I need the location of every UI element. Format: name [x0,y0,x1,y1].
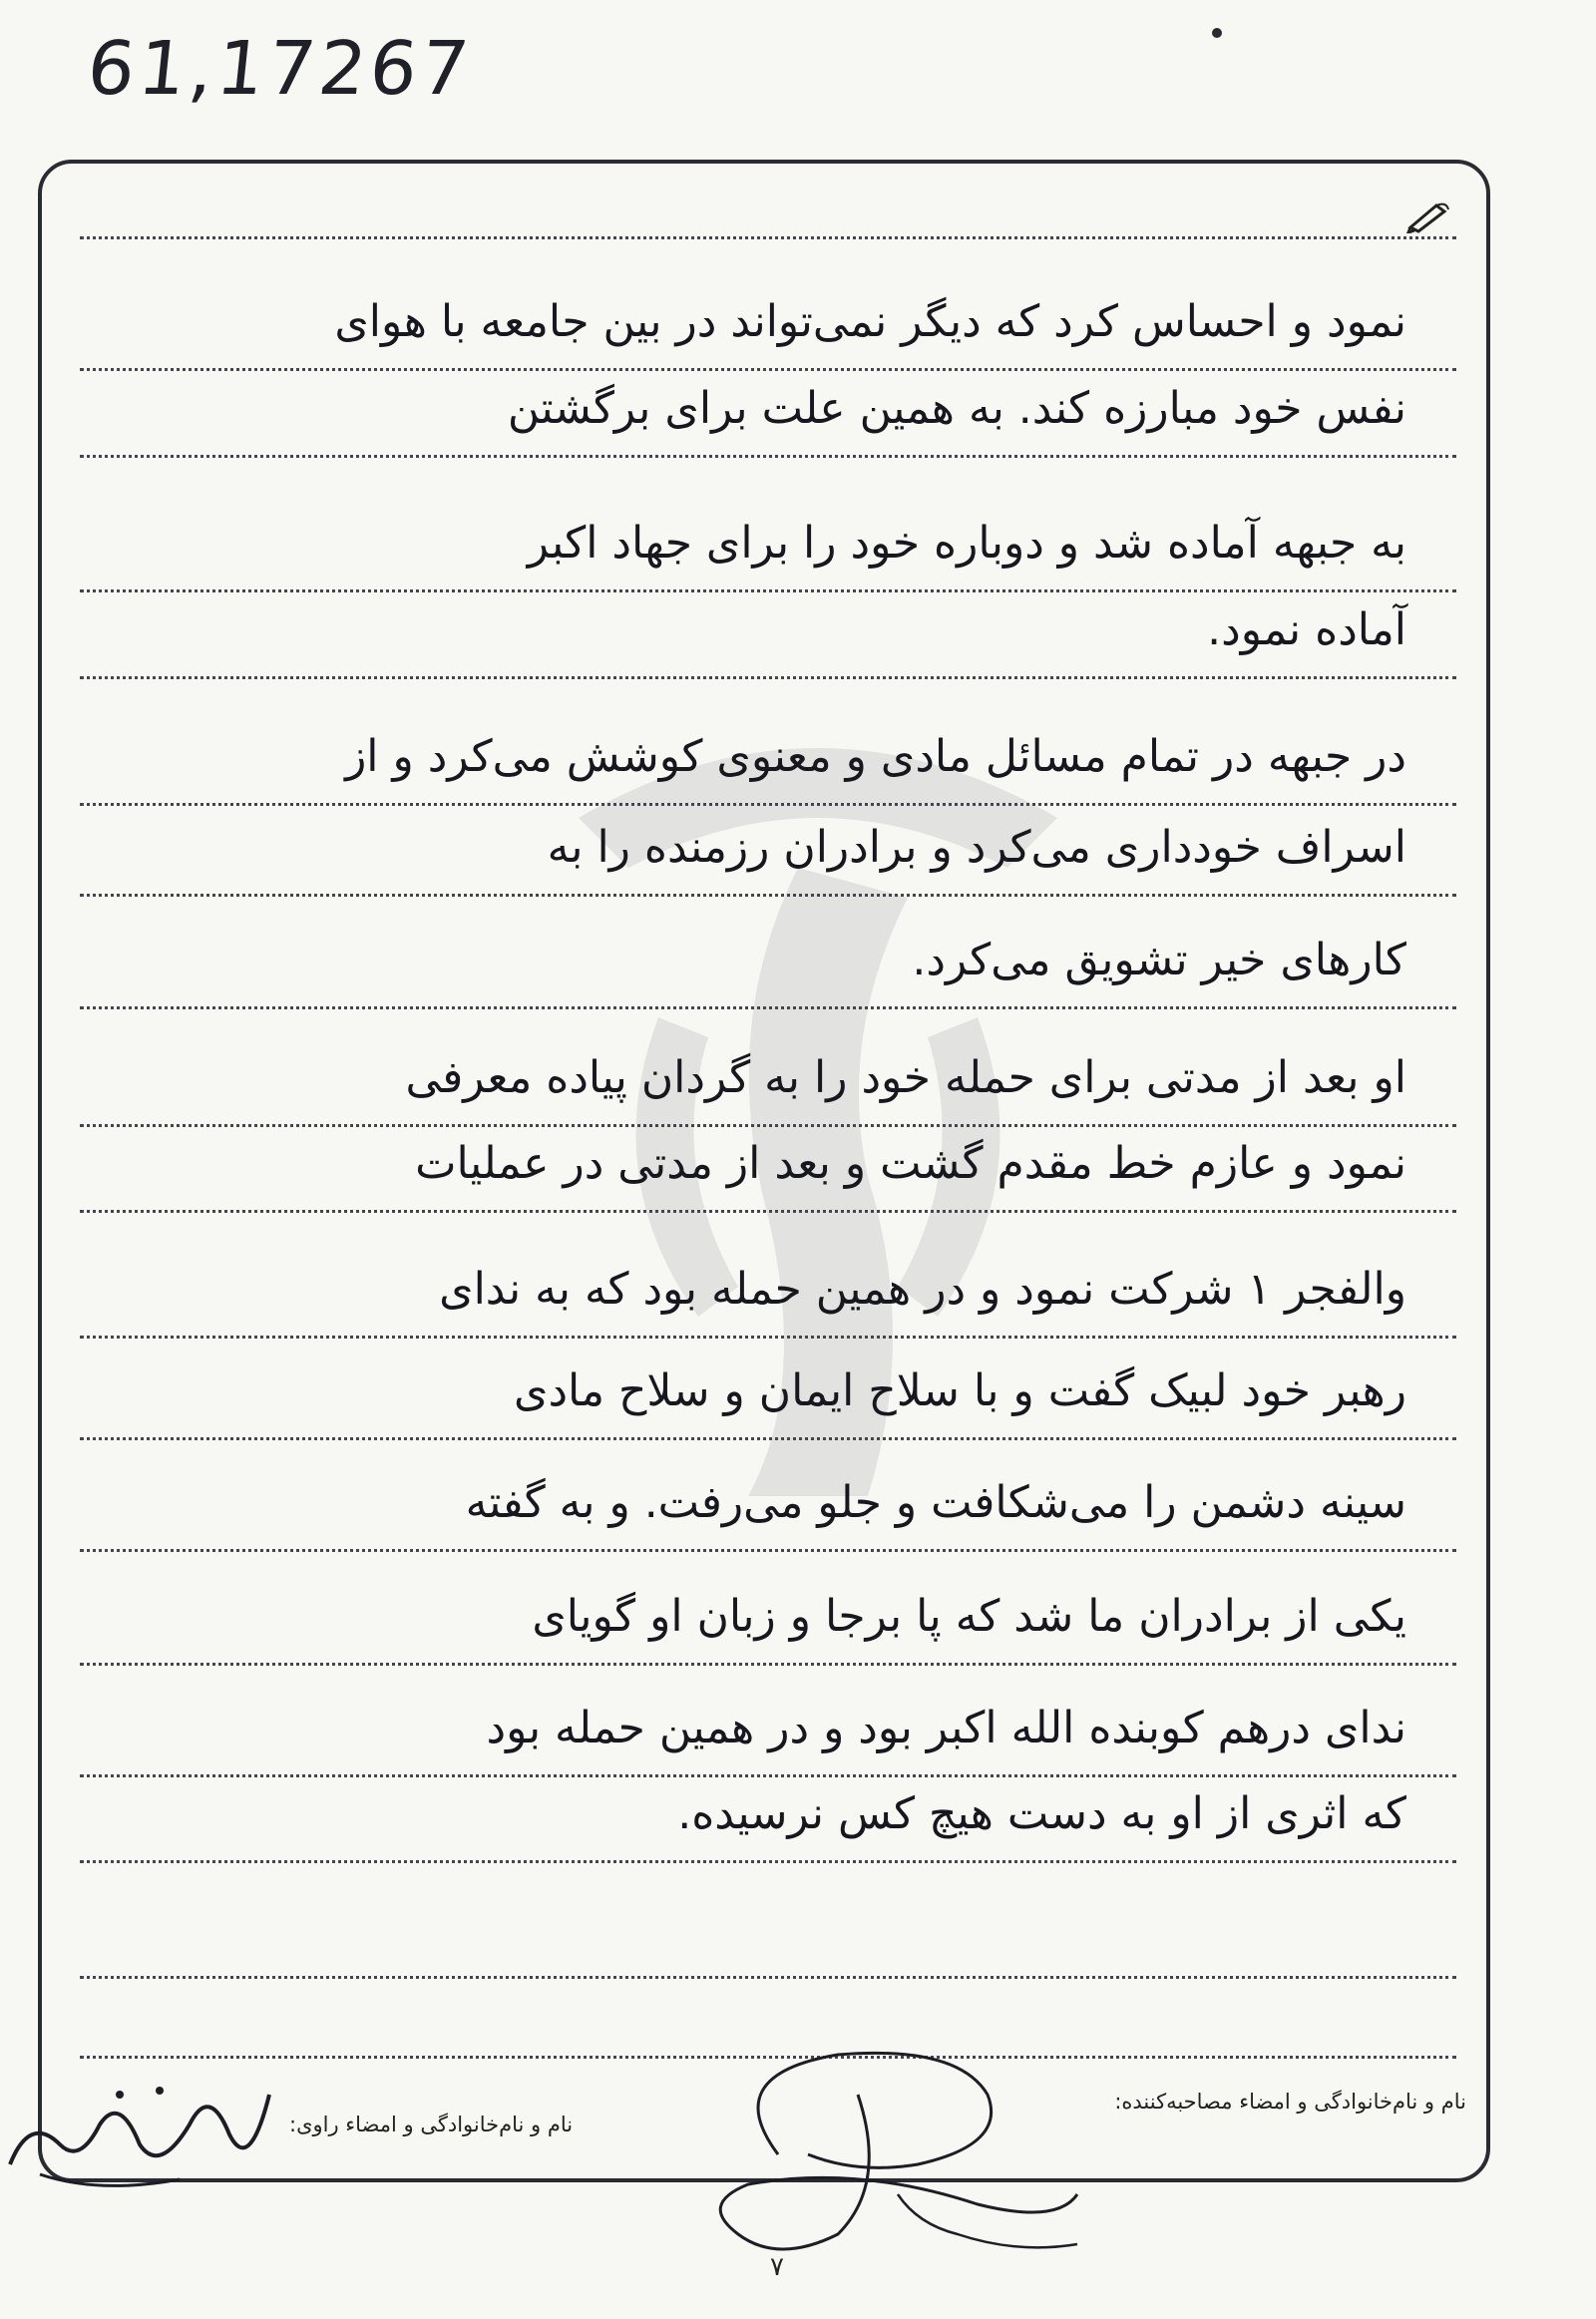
body-line: والفجر ۱ شرکت نمود و در همین حمله بود که به ندای [80,1253,1456,1339]
body-line: سینه دشمن را می‌شکافت و جلو می‌رفت. و به گفته [80,1466,1456,1552]
body-line: ندای درهم کوبنده الله اکبر بود و در همین حمله بود [80,1692,1456,1777]
body-line: که اثری از او به دست هیچ کس نرسیده. [80,1777,1456,1863]
interviewer-signature [658,2035,1117,2264]
body-line: به جبهه آماده شد و دوباره خود را برای جهاد اکبر [80,507,1456,592]
document-number: 61,17267 [83,26,477,112]
body-line [80,154,1456,239]
page-number: ۷ [770,2252,784,2282]
body-line: کارهای خیر تشویق می‌کرد. [80,924,1456,1009]
body-line: اسراف خودداری می‌کرد و برادران رزمنده را به [80,811,1456,897]
body-line: نمود و احساس کرد که دیگر نمی‌تواند در بین جامعه با هوای [80,285,1456,371]
body-line: آماده نمود. [80,593,1456,679]
narrator-signature [0,2055,279,2204]
body-line: او بعد از مدتی برای حمله خود را به گردان پیاده معرفی [80,1041,1456,1127]
body-line [80,1893,1456,1979]
interviewer-signature-label: نام و نام‌خانوادگی و امضاء مصاحبه‌کننده: [1114,2090,1466,2114]
handwritten-body [80,0,1456,2319]
body-line: در جبهه در تمام مسائل مادی و معنوی کوشش می‌کرد و از [80,720,1456,806]
body-line: نمود و عازم خط مقدم گشت و بعد از مدتی در عملیات [80,1127,1456,1213]
body-line: یکی از برادران ما شد که پا برجا و زبان او گویای [80,1580,1456,1666]
narrator-signature-label: نام و نام‌خانوادگی و امضاء راوی: [289,2113,574,2136]
body-line: نفس خود مبارزه کند. به همین علت برای برگشتن [80,372,1456,458]
body-line: رهبر خود لبیک گفت و با سلاح ایمان و سلاح مادی [80,1354,1456,1440]
